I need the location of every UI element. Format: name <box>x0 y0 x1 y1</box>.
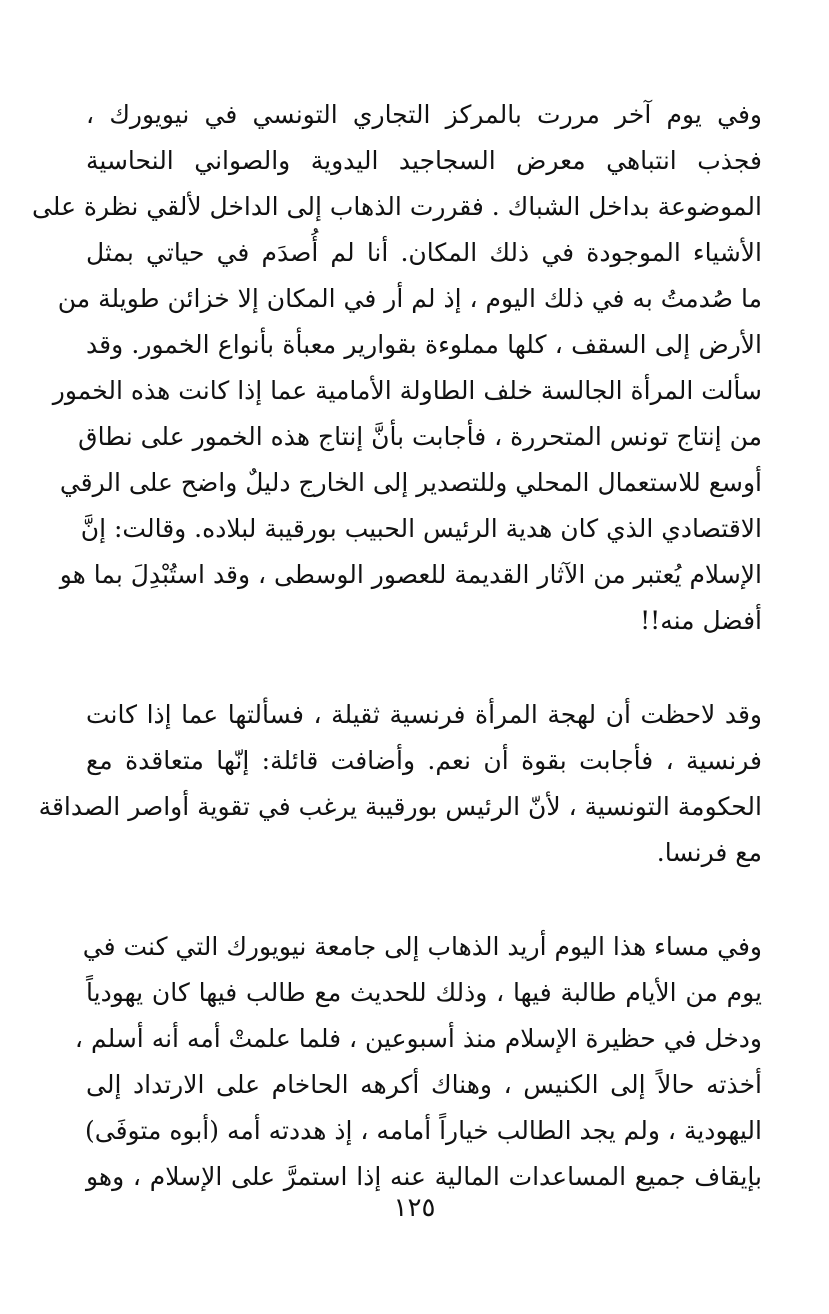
text-line: ما صُدمتُ به في ذلك اليوم ، إذ لم أر في المكان إلا خزائن طويلة من <box>57 284 762 313</box>
text-line: بإيقاف جميع المساعدات المالية عنه إذا استمرَّ على الإسلام ، وهو <box>86 1162 762 1191</box>
page-number: ١٢٥ <box>393 1193 436 1223</box>
paragraph-2 <box>38 692 762 876</box>
text-line: ودخل في حظيرة الإسلام منذ أسبوعين ، فلما علمتْ أمه أنه أسلم ، <box>74 1024 762 1053</box>
paragraph-3 <box>74 924 762 1200</box>
text-line: من إنتاج تونس المتحررة ، فأجابت بأنَّ إنتاج هذه الخمور على نطاق <box>78 422 762 451</box>
text-line: يوم من الأيام طالبة فيها ، وذلك للحديث مع طالب فيها كان يهودياً <box>86 978 762 1007</box>
text-line: الأرض إلى السقف ، كلها مملوءة بقوارير معبأة بأنواع الخمور. وقد <box>86 330 762 359</box>
text-line: أوسع للاستعمال المحلي وللتصدير إلى الخارج دليلٌ واضح على الرقي <box>59 468 762 497</box>
text-line: فرنسية ، فأجابت بقوة أن نعم. وأضافت قائلة: إنّها متعاقدة مع <box>86 746 762 775</box>
text-line: أفضل منه!! <box>640 606 762 635</box>
text-line: الإسلام يُعتبر من الآثار القديمة للعصور الوسطى ، وقد استُبْدِلَ بما هو <box>59 560 762 589</box>
text-line: الموضوعة بداخل الشباك . فقررت الذهاب إلى الداخل لألقي نظرة على <box>31 192 762 221</box>
text-line: الأشياء الموجودة في ذلك المكان. أنا لم أُصدَم في حياتي بمثل <box>86 238 762 267</box>
text-line: فجذب انتباهي معرض السجاجيد اليدوية والصواني النحاسية <box>86 146 762 175</box>
paragraph-spacer <box>86 876 762 924</box>
text-line: وفي يوم آخر مررت بالمركز التجاري التونسي في نيويورك ، <box>86 100 762 129</box>
text-line: أخذته حالاً إلى الكنيس ، وهناك أكرهه الحاخام على الارتداد إلى <box>86 1070 762 1099</box>
text-line: الاقتصادي الذي كان هدية الرئيس الحبيب بورقيبة لبلاده. وقالت: إنَّ <box>80 514 762 543</box>
page-body <box>31 92 762 1200</box>
text-line: سألت المرأة الجالسة خلف الطاولة الأمامية عما إذا كانت هذه الخمور <box>52 376 762 405</box>
paragraph-spacer <box>86 644 762 692</box>
text-line: الحكومة التونسية ، لأنّ الرئيس بورقيبة يرغب في تقوية أواصر الصداقة <box>38 792 762 821</box>
text-line: اليهودية ، ولم يجد الطالب خياراً أمامه ، إذ هددته أمه (أبوه متوفَى) <box>84 1116 762 1145</box>
text-line: وفي مساء هذا اليوم أريد الذهاب إلى جامعة نيويورك التي كنت في <box>82 932 762 961</box>
text-line: وقد لاحظت أن لهجة المرأة فرنسية ثقيلة ، فسألتها عما إذا كانت <box>86 700 762 729</box>
paragraph-1 <box>31 92 762 644</box>
text-line: مع فرنسا. <box>656 838 762 867</box>
